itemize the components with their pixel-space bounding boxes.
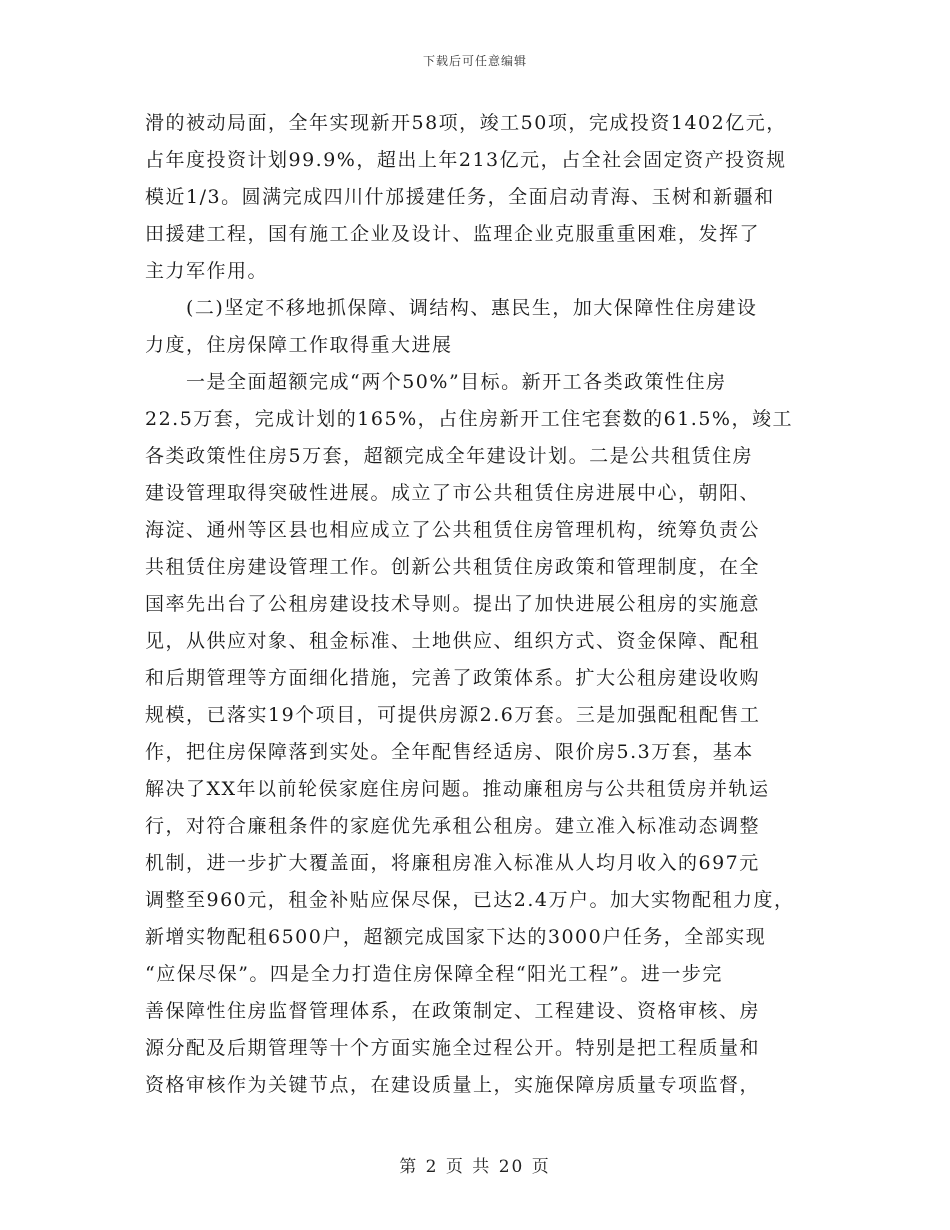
text-line: 力度，住房保障工作取得重大进展 xyxy=(145,334,453,356)
text-line: 源分配及后期管理等十个方面实施全过程公开。特别是把工程质量和 xyxy=(145,1037,761,1059)
document-body xyxy=(145,105,825,1104)
text-line: 海淀、通州等区县也相应成立了公共租赁住房管理机构，统筹负责公 xyxy=(145,519,761,541)
text-line: 主力军作用。 xyxy=(145,260,269,282)
text-line: 田援建工程，国有施工企业及设计、监理企业克服重重困难，发挥了 xyxy=(145,223,761,245)
text-line: 作，把住房保障落到实处。全年配售经适房、限价房5.3万套，基本 xyxy=(145,741,754,763)
text-line: 规模，已落实19个项目，可提供房源2.6万套。三是加强配租配售工 xyxy=(145,704,761,726)
text-line: 模近1/3。圆满完成四川什邡援建任务，全面启动青海、玉树和新疆和 xyxy=(145,186,775,208)
text-line: (二)坚定不移地抓保障、调结构、惠民生，加大保障性住房建设 xyxy=(145,297,758,319)
text-line: 建设管理取得突破性进展。成立了市公共租赁住房进展中心，朝阳、 xyxy=(145,482,761,504)
text-line: 行，对符合廉租条件的家庭优先承租公租房。建立准入标准动态调整 xyxy=(145,815,761,837)
text-line: 国率先出台了公租房建设技术导则。提出了加快进展公租房的实施意 xyxy=(145,593,761,615)
text-line: 各类政策性住房5万套，超额完成全年建设计划。二是公共租赁住房 xyxy=(145,445,754,467)
text-line: 见，从供应对象、租金标准、土地供应、组织方式、资金保障、配租 xyxy=(145,630,761,652)
text-line: 解决了XX年以前轮侯家庭住房问题。推动廉租房与公共租赁房并轨运 xyxy=(145,778,770,800)
header-note: 下载后可任意编辑 xyxy=(422,54,527,68)
text-line: 22.5万套，完成计划的165%，占住房新开工住宅套数的61.5%，竣工 xyxy=(145,408,793,430)
text-line: 滑的被动局面，全年实现新开58项，竣工50项，完成投资1402亿元， xyxy=(145,112,787,134)
text-line: 资格审核作为关键节点，在建设质量上，实施保障房质量专项监督， xyxy=(145,1074,761,1096)
page-number-footer: 第 2 页 共 20 页 xyxy=(399,1157,551,1177)
text-line: “应保尽保”。四是全力打造住房保障全程“阳光工程”。进一步完 xyxy=(145,963,723,985)
text-line: 调整至960元，租金补贴应保尽保，已达2.4万户。加大实物配租力度， xyxy=(145,889,795,911)
text-line: 占年度投资计划99.9%，超出上年213亿元，占全社会固定资产投资规 xyxy=(145,149,787,171)
text-line: 机制，进一步扩大覆盖面，将廉租房准入标准从人均月收入的697元 xyxy=(145,852,760,874)
text-line: 善保障性住房监督管理体系，在政策制定、工程建设、资格审核、房 xyxy=(145,1000,761,1022)
text-line: 共租赁住房建设管理工作。创新公共租赁住房政策和管理制度，在全 xyxy=(145,556,761,578)
text-line: 一是全面超额完成“两个50%”目标。新开工各类政策性住房 xyxy=(145,371,727,393)
text-line: 和后期管理等方面细化措施，完善了政策体系。扩大公租房建设收购 xyxy=(145,667,761,689)
text-line: 新增实物配租6500户，超额完成国家下达的3000户任务，全部实现 xyxy=(145,926,767,948)
